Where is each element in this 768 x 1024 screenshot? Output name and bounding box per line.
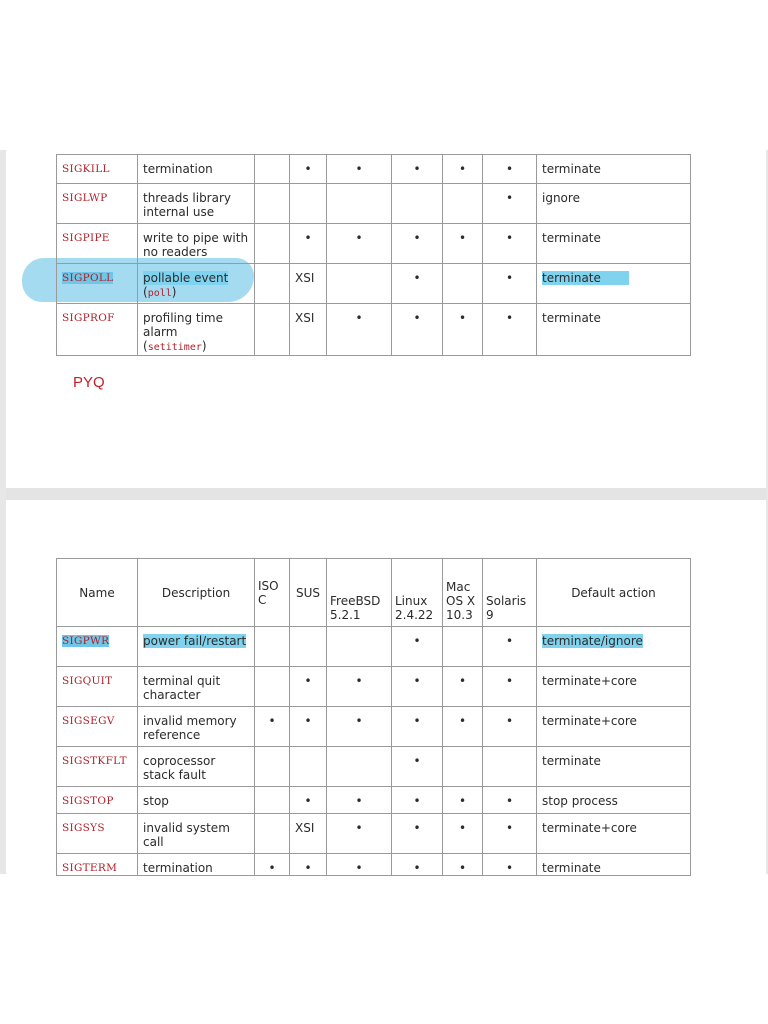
linux-cell: • [392,667,443,707]
sus-cell: • [290,854,327,876]
table-row [57,787,691,814]
freebsd-cell: • [327,814,392,854]
solaris-cell: • [483,667,537,707]
solaris-cell: • [483,707,537,747]
iso-cell [255,304,290,356]
signal-description: invalid system call [138,814,255,854]
pyq-annotation: PYQ [73,374,105,391]
linux-cell: • [392,627,443,667]
sus-cell [290,184,327,224]
default-action: terminate+core [537,814,691,854]
linux-cell: • [392,304,443,356]
solaris-cell: • [483,264,537,304]
description-text: pollable event [143,271,229,285]
signal-name [57,264,138,304]
macos-cell [443,627,483,667]
signal-name: SIGKILL [57,155,138,184]
table-header-row [57,559,691,627]
signals-table-top [56,154,691,356]
default-action [537,627,691,667]
iso-cell [255,667,290,707]
header-iso: ISO C [255,559,290,627]
solaris-cell: • [483,184,537,224]
table-row [57,707,691,747]
linux-cell: • [392,747,443,787]
description-code: (poll) [143,285,177,299]
signal-description: terminal quit character [138,667,255,707]
linux-cell: • [392,854,443,876]
function-name: setitimer [147,342,202,353]
solaris-cell: • [483,787,537,814]
signal-description: stop [138,787,255,814]
linux-cell: • [392,224,443,264]
sus-cell: XSI [290,304,327,356]
freebsd-cell [327,184,392,224]
linux-cell: • [392,814,443,854]
freebsd-cell: • [327,155,392,184]
sus-cell [290,747,327,787]
default-action [537,264,691,304]
iso-cell [255,787,290,814]
sus-cell: • [290,224,327,264]
signal-description: invalid memory reference [138,707,255,747]
header-name: Name [57,559,138,627]
linux-cell: • [392,264,443,304]
freebsd-cell: • [327,667,392,707]
iso-cell [255,627,290,667]
linux-cell [392,184,443,224]
iso-cell [255,814,290,854]
signal-description [138,304,255,356]
table-row [57,667,691,707]
signal-name: SIGSTOP [57,787,138,814]
signal-name: SIGSTKFLT [57,747,138,787]
action-text: terminate [542,271,629,285]
freebsd-cell [327,627,392,667]
solaris-cell: • [483,627,537,667]
sus-cell: • [290,667,327,707]
freebsd-cell: • [327,707,392,747]
linux-cell: • [392,787,443,814]
signal-description [138,627,255,667]
freebsd-cell [327,264,392,304]
function-name: poll [147,288,172,299]
header-sus: SUS [290,559,327,627]
default-action: terminate+core [537,707,691,747]
sus-cell: • [290,787,327,814]
default-action: terminate [537,747,691,787]
iso-cell [255,747,290,787]
default-action: terminate [537,854,691,876]
default-action: ignore [537,184,691,224]
solaris-cell: • [483,224,537,264]
header-macos: Mac OS X 10.3 [443,559,483,627]
sus-cell: XSI [290,814,327,854]
sus-cell: XSI [290,264,327,304]
header-default-action: Default action [537,559,691,627]
macos-cell: • [443,667,483,707]
macos-cell: • [443,814,483,854]
signal-name-text: SIGPOLL [62,272,114,284]
signal-description: termination [138,854,255,876]
page-separator [6,488,766,500]
linux-cell: • [392,707,443,747]
signal-name: SIGLWP [57,184,138,224]
table-row [57,747,691,787]
header-solaris: Solaris 9 [483,559,537,627]
signal-description: threads library internal use [138,184,255,224]
macos-cell: • [443,304,483,356]
iso-cell [255,224,290,264]
solaris-cell: • [483,854,537,876]
freebsd-cell: • [327,854,392,876]
table-row [57,854,691,876]
freebsd-cell: • [327,787,392,814]
default-action: stop process [537,787,691,814]
macos-cell [443,184,483,224]
iso-cell [255,264,290,304]
page-edge-left [0,150,6,874]
table-row [57,224,691,264]
macos-cell [443,747,483,787]
signal-name: SIGSYS [57,814,138,854]
table-row [57,184,691,224]
default-action: terminate [537,304,691,356]
signal-name: SIGPIPE [57,224,138,264]
signal-description: coprocessor stack fault [138,747,255,787]
macos-cell [443,264,483,304]
header-description: Description [138,559,255,627]
iso-cell: • [255,707,290,747]
iso-cell: • [255,854,290,876]
freebsd-cell [327,747,392,787]
macos-cell: • [443,787,483,814]
sus-cell: • [290,707,327,747]
signal-description: termination [138,155,255,184]
table-row [57,155,691,184]
signal-name: SIGPROF [57,304,138,356]
default-action: terminate+core [537,667,691,707]
macos-cell: • [443,707,483,747]
signal-name [57,627,138,667]
iso-cell [255,184,290,224]
description-text: profiling time alarm [143,311,224,339]
freebsd-cell: • [327,224,392,264]
sus-cell: • [290,155,327,184]
table-row [57,264,691,304]
description-code: (setitimer) [143,339,207,353]
macos-cell: • [443,224,483,264]
linux-cell: • [392,155,443,184]
description-text: power fail/restart [143,634,247,648]
signal-name: SIGTERM [57,854,138,876]
iso-cell [255,155,290,184]
solaris-cell: • [483,155,537,184]
freebsd-cell: • [327,304,392,356]
signal-description: write to pipe with no readers [138,224,255,264]
solaris-cell: • [483,304,537,356]
signal-name: SIGSEGV [57,707,138,747]
default-action: terminate [537,224,691,264]
signal-name: SIGQUIT [57,667,138,707]
signals-table-bottom [56,558,691,876]
action-text: terminate/ignore [542,634,643,648]
solaris-cell [483,747,537,787]
signal-name-text: SIGPWR [62,635,110,647]
macos-cell: • [443,155,483,184]
header-freebsd: FreeBSD 5.2.1 [327,559,392,627]
solaris-cell: • [483,814,537,854]
table-row [57,627,691,667]
default-action: terminate [537,155,691,184]
sus-cell [290,627,327,667]
table-row [57,814,691,854]
header-linux: Linux 2.4.22 [392,559,443,627]
table-row [57,304,691,356]
macos-cell: • [443,854,483,876]
signal-description [138,264,255,304]
